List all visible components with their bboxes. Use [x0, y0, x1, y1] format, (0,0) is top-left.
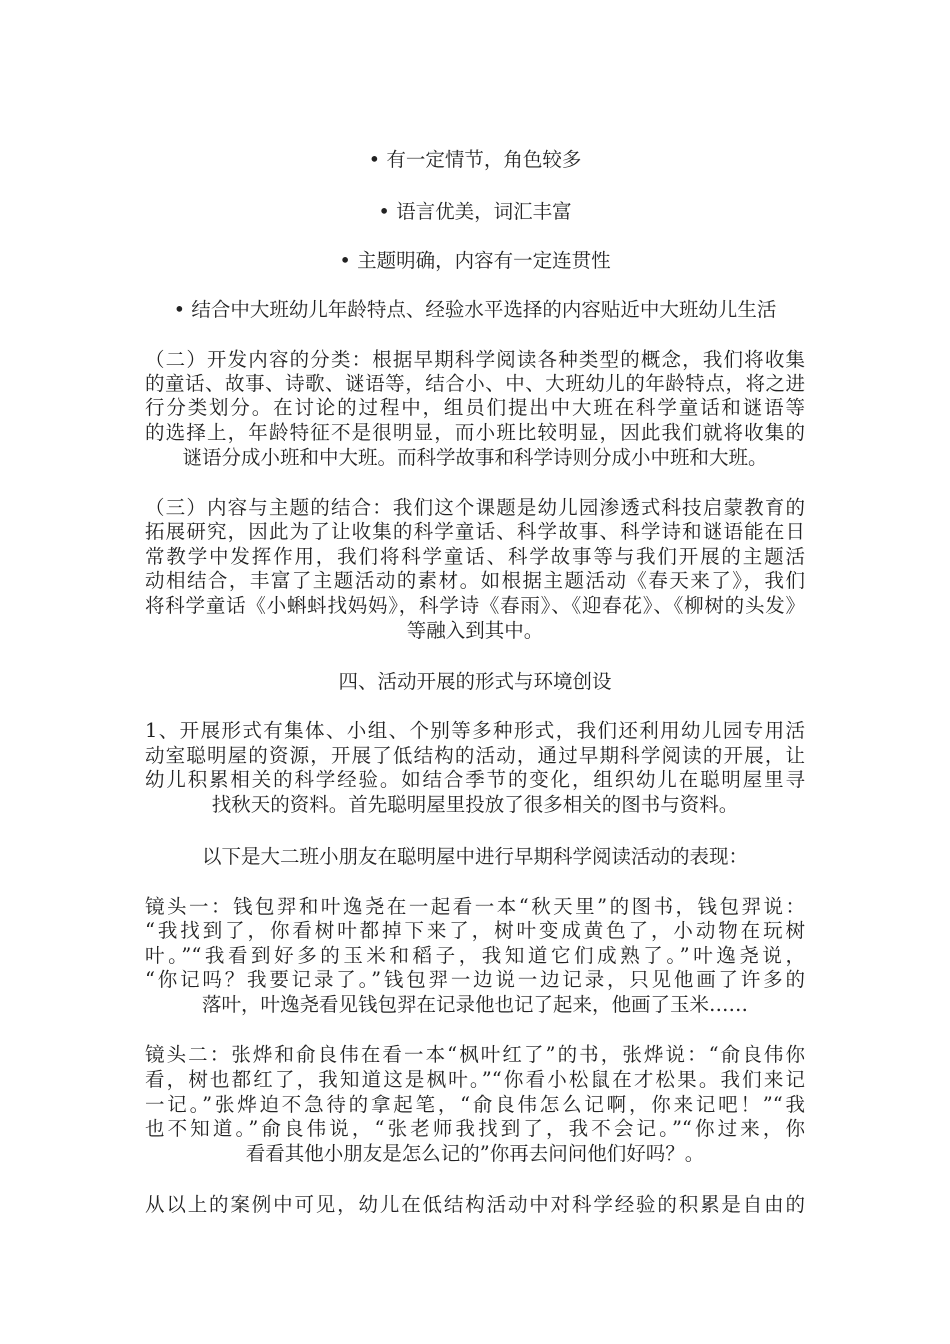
paragraph-conclusion: 从以上的案例中可见，幼儿在低结构活动中对科学经验的积累是自由的 — [145, 1193, 805, 1216]
paragraph-line: 找秋天的资料。首先聪明屋里投放了很多相关的图书与资料。 — [211, 793, 739, 816]
paragraph-line: 幼儿积累相关的科学经验。如结合季节的变化，组织幼儿在聪明屋里寻 — [145, 768, 805, 791]
paragraph-line: 看看其他小朋友是怎么记的”你再去问问他们好吗？。 — [245, 1142, 705, 1165]
paragraph-line: 一记。”张烨迫不急待的拿起笔，“俞良伟怎么记啊，你来记吧！”“我 — [145, 1093, 805, 1116]
paragraph-line: 也不知道。”俞良伟说，“张老师我找到了，我不会记。”“你过来，你 — [145, 1117, 805, 1140]
paragraph-line: 谜语分成小班和中大班。而科学故事和科学诗则分成小中班和大班。 — [182, 446, 768, 469]
bullet-item: • 主题明确，内容有一定连贯性 — [339, 249, 611, 272]
paragraph-line: 1、开展形式有集体、小组、个别等多种形式，我们还利用幼儿园专用活 — [145, 719, 805, 742]
paragraph-line: 的童话、故事、诗歌、谜语等，结合小、中、大班幼儿的年龄特点，将之进 — [145, 372, 805, 395]
paragraph-line: 镜头一：钱包羿和叶逸尧在一起看一本“秋天里”的图书，钱包羿说： — [145, 895, 805, 918]
paragraph-line: “你记吗？我要记录了。”钱包羿一边说一边记录，只见他画了许多的 — [145, 968, 805, 991]
paragraph-line: 落叶，叶逸尧看见钱包羿在记录他也记了起来，他画了玉米…… — [201, 993, 748, 1016]
paragraph-intro: 以下是大二班小朋友在聪明屋中进行早期科学阅读活动的表现： — [201, 845, 748, 868]
paragraph-line: 叶。”“我看到好多的玉米和稻子，我知道它们成熟了。”叶逸尧说， — [145, 944, 805, 967]
section-heading: 四、活动开展的形式与环境创设 — [338, 670, 612, 693]
paragraph-line: 行分类划分。在讨论的过程中，组员们提出中大班在科学童话和谜语等 — [145, 396, 805, 419]
paragraph-line: “我找到了，你看树叶都掉下来了，树叶变成黄色了，小动物在玩树 — [145, 919, 805, 942]
paragraph-line: （二）开发内容的分类：根据早期科学阅读各种类型的概念，我们将收集 — [145, 348, 805, 371]
paragraph-line: 将科学童话《小蝌蚪找妈妈》，科学诗《春雨》、《迎春花》、《柳树的头发》 — [145, 594, 805, 617]
paragraph-line: （三）内容与主题的结合：我们这个课题是幼儿园渗透式科技启蒙教育的 — [145, 496, 805, 519]
paragraph-line: 动相结合，丰富了主题活动的素材。如根据主题活动《春天来了》，我们 — [145, 569, 805, 592]
paragraph-line: 的选择上，年龄特征不是很明显，而小班比较明显，因此我们就将收集的 — [145, 421, 805, 444]
paragraph-line: 看，树也都红了，我知道这是枫叶。”“你看小松鼠在才松果。我们来记 — [145, 1068, 805, 1091]
paragraph-line: 镜头二：张烨和俞良伟在看一本“枫叶红了”的书，张烨说：“俞良伟你 — [145, 1043, 805, 1066]
paragraph-line: 等融入到其中。 — [406, 619, 544, 642]
paragraph-line: 拓展研究，因此为了让收集的科学童话、科学故事、科学诗和谜语能在日 — [145, 520, 805, 543]
paragraph-line: 常教学中发挥作用，我们将科学童话、科学故事等与我们开展的主题活 — [145, 545, 805, 568]
paragraph-line: 动室聪明屋的资源，开展了低结构的活动，通过早期科学阅读的开展，让 — [145, 744, 805, 767]
bullet-item: • 语言优美，词汇丰富 — [378, 200, 572, 223]
bullet-item: • 有一定情节，角色较多 — [368, 148, 582, 171]
bullet-item: • 结合中大班幼儿年龄特点、经验水平选择的内容贴近中大班幼儿生活 — [173, 298, 777, 321]
